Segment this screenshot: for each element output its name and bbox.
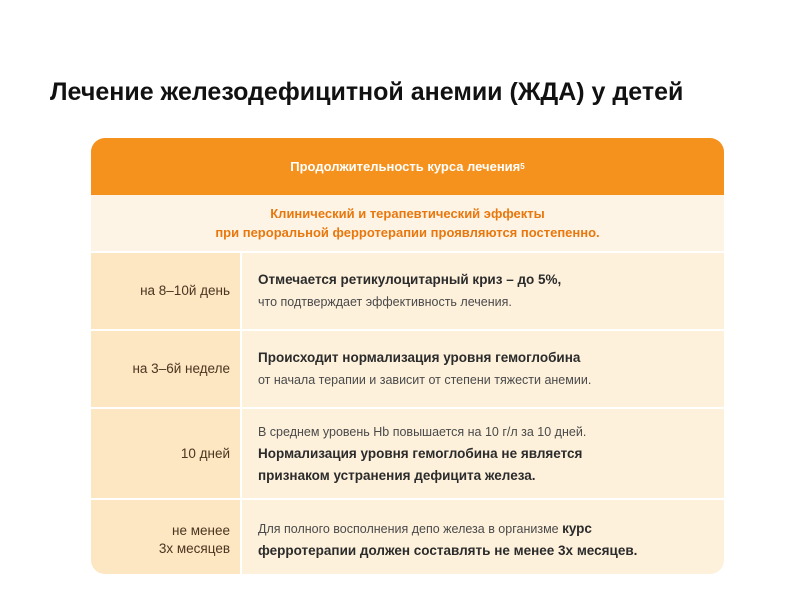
footnote-ref: 5 bbox=[520, 162, 525, 171]
period-cell bbox=[91, 500, 242, 574]
description-line: Нормализация уровня гемоглобина не является bbox=[258, 445, 583, 461]
description-cell bbox=[242, 409, 724, 498]
table-row bbox=[91, 498, 724, 574]
period-label: 3х месяцев bbox=[158, 541, 230, 556]
description-text: Для полного восполнения депо железа в организме bbox=[258, 522, 563, 536]
description-line: Отмечается ретикулоцитарный криз – до 5%, bbox=[258, 272, 562, 287]
description-line: ферротерапии должен составлять не менее 3х месяцев. bbox=[258, 543, 638, 558]
intro-line: Клинический и терапевтический эффекты bbox=[270, 206, 545, 221]
table-intro bbox=[91, 195, 724, 251]
description-line: что подтверждает эффективность лечения. bbox=[258, 295, 512, 309]
table-row bbox=[91, 251, 724, 329]
period-label: не менее bbox=[172, 523, 230, 538]
period-label: на 3–6й неделе bbox=[132, 361, 230, 376]
table-header-label: Продолжительность курса лечения bbox=[290, 159, 521, 174]
description-text: курс bbox=[562, 521, 592, 536]
intro-line: при пероральной ферротерапии проявляются постепенно. bbox=[215, 225, 600, 240]
description-cell bbox=[242, 500, 724, 574]
description-cell bbox=[242, 253, 724, 329]
description-line: признаком устранения дефицита железа. bbox=[258, 467, 536, 483]
description-line: В среднем уровень Hb повышается на 10 г/л за 10 дней. bbox=[258, 424, 587, 439]
period-label: 10 дней bbox=[180, 445, 230, 461]
description-line bbox=[258, 518, 724, 540]
page-title: Лечение железодефицитной анемии (ЖДА) у детей bbox=[50, 78, 684, 106]
period-cell bbox=[91, 409, 242, 498]
table-row bbox=[91, 407, 724, 498]
description-line: от начала терапии и зависит от степени тяжести анемии. bbox=[258, 373, 592, 387]
description-line: Происходит нормализация уровня гемоглобина bbox=[258, 350, 581, 365]
table-row bbox=[91, 329, 724, 407]
period-cell bbox=[91, 253, 242, 329]
period-cell bbox=[91, 331, 242, 407]
treatment-duration-table bbox=[91, 138, 724, 574]
period-label: на 8–10й день bbox=[140, 283, 230, 298]
description-cell bbox=[242, 331, 724, 407]
table-header bbox=[91, 138, 724, 195]
